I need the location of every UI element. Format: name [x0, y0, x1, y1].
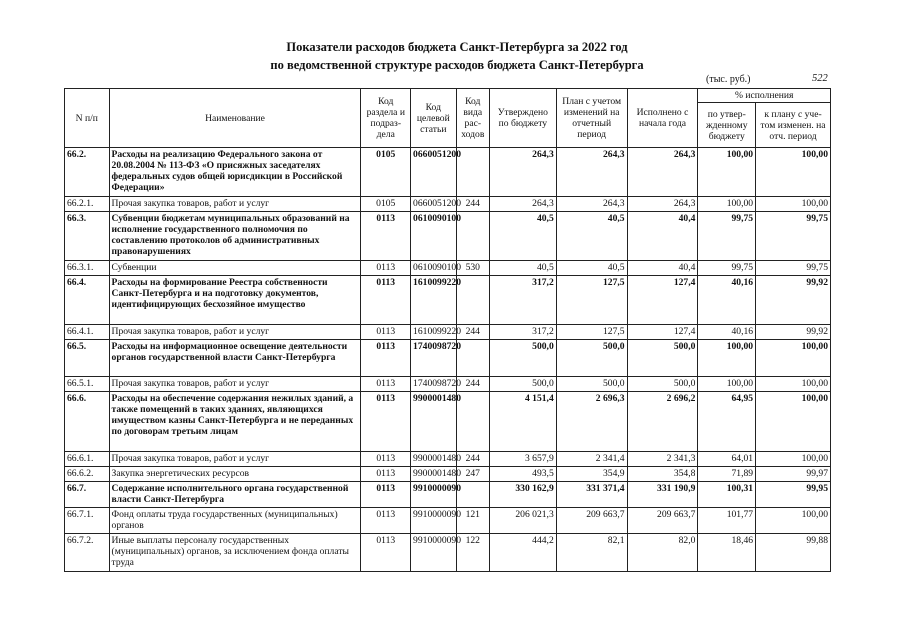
header-num: N п/п [65, 89, 110, 148]
cell-pct-approved: 40,16 [698, 276, 756, 325]
cell-approved: 40,5 [489, 261, 556, 276]
cell-plan: 209 663,7 [556, 508, 627, 534]
cell-pct-approved: 71,89 [698, 467, 756, 482]
cell-section: 0113 [361, 467, 411, 482]
cell-pct-approved: 100,00 [698, 148, 756, 197]
cell-name: Расходы на информационное освещение деятельности органов государственной власти Санкт-Петербурга [109, 340, 361, 377]
cell-plan: 354,9 [556, 467, 627, 482]
cell-target: 0660051200 [411, 148, 457, 197]
cell-section: 0105 [361, 197, 411, 212]
table-row [65, 482, 831, 508]
cell-num: 66.6. [65, 392, 110, 452]
cell-target: 9910000090 [411, 482, 457, 508]
cell-num: 66.2. [65, 148, 110, 197]
cell-pct-approved: 99,75 [698, 261, 756, 276]
cell-pct-plan: 100,00 [756, 452, 831, 467]
cell-executed: 82,0 [627, 534, 698, 572]
cell-num: 66.4. [65, 276, 110, 325]
cell-pct-plan: 99,97 [756, 467, 831, 482]
header-name: Наименование [109, 89, 361, 148]
cell-plan: 40,5 [556, 212, 627, 261]
cell-section: 0113 [361, 325, 411, 340]
cell-executed: 500,0 [627, 377, 698, 392]
cell-name: Иные выплаты персоналу государственных (муниципальных) органов, за исключением фонда оплаты труда [109, 534, 361, 572]
cell-target: 1610099220 [411, 325, 457, 340]
table-row [65, 212, 831, 261]
cell-type [456, 276, 489, 325]
header-section: Код раздела и подраз-дела [361, 89, 411, 148]
cell-plan: 127,5 [556, 276, 627, 325]
table-row [65, 276, 831, 325]
budget-table [64, 88, 831, 572]
cell-approved: 500,0 [489, 340, 556, 377]
cell-num: 66.5.1. [65, 377, 110, 392]
table-body [65, 148, 831, 572]
cell-plan: 2 696,3 [556, 392, 627, 452]
cell-approved: 206 021,3 [489, 508, 556, 534]
table-row [65, 377, 831, 392]
cell-pct-plan: 100,00 [756, 340, 831, 377]
cell-name: Субвенции бюджетам муниципальных образований на исполнение государственного полномочия по составлению протоколов об административных правонарушениях [109, 212, 361, 261]
header-percent-group: % исполнения [698, 89, 831, 103]
report-title-line2: по ведомственной структуре расходов бюджета Санкт-Петербурга [270, 58, 644, 72]
cell-name: Содержание исполнительного органа государственной власти Санкт-Петербурга [109, 482, 361, 508]
cell-approved: 330 162,9 [489, 482, 556, 508]
cell-section: 0113 [361, 276, 411, 325]
cell-pct-approved: 100,00 [698, 197, 756, 212]
cell-target: 9910000090 [411, 534, 457, 572]
cell-target: 9910000090 [411, 508, 457, 534]
report-title-line1: Показатели расходов бюджета Санкт-Петербурга за 2022 год [286, 40, 628, 54]
cell-executed: 354,8 [627, 467, 698, 482]
cell-approved: 3 657,9 [489, 452, 556, 467]
table-row [65, 148, 831, 197]
cell-pct-plan: 99,88 [756, 534, 831, 572]
cell-type [456, 340, 489, 377]
cell-num: 66.2.1. [65, 197, 110, 212]
header-target: Код целевой статьи [411, 89, 457, 148]
table-row [65, 261, 831, 276]
cell-plan: 331 371,4 [556, 482, 627, 508]
cell-num: 66.5. [65, 340, 110, 377]
cell-section: 0113 [361, 534, 411, 572]
cell-executed: 264,3 [627, 197, 698, 212]
cell-pct-approved: 40,16 [698, 325, 756, 340]
header-approved: Утверждено по бюджету [489, 89, 556, 148]
cell-executed: 331 190,9 [627, 482, 698, 508]
cell-type: 121 [456, 508, 489, 534]
cell-pct-approved: 101,77 [698, 508, 756, 534]
cell-name: Субвенции [109, 261, 361, 276]
header-type: Код вида рас-ходов [456, 89, 489, 148]
cell-type: 244 [456, 452, 489, 467]
cell-section: 0113 [361, 340, 411, 377]
table-row [65, 534, 831, 572]
cell-executed: 264,3 [627, 148, 698, 197]
header-plan: План с учетом изменений на отчетный период [556, 89, 627, 148]
cell-type: 122 [456, 534, 489, 572]
table-row [65, 452, 831, 467]
cell-plan: 82,1 [556, 534, 627, 572]
cell-pct-plan: 99,75 [756, 261, 831, 276]
cell-section: 0113 [361, 377, 411, 392]
cell-section: 0113 [361, 392, 411, 452]
cell-pct-approved: 100,00 [698, 377, 756, 392]
cell-target: 1740098720 [411, 377, 457, 392]
cell-pct-approved: 100,00 [698, 340, 756, 377]
cell-type [456, 392, 489, 452]
units-label: (тыс. руб.) [706, 74, 751, 85]
cell-name: Расходы на обеспечение содержания нежилых зданий, а также помещений в таких зданиях, являющихся имуществом казны Санкт-Петербурга и не переданных по договорам третьим лицам [109, 392, 361, 452]
cell-num: 66.4.1. [65, 325, 110, 340]
cell-plan: 500,0 [556, 340, 627, 377]
cell-plan: 2 341,4 [556, 452, 627, 467]
cell-approved: 500,0 [489, 377, 556, 392]
cell-type: 244 [456, 325, 489, 340]
cell-pct-plan: 99,92 [756, 325, 831, 340]
cell-num: 66.3. [65, 212, 110, 261]
table-row [65, 392, 831, 452]
cell-target: 9900001480 [411, 467, 457, 482]
cell-section: 0113 [361, 482, 411, 508]
cell-type [456, 148, 489, 197]
cell-type: 244 [456, 377, 489, 392]
header-pct-approved: по утвер-жденному бюджету [698, 103, 756, 148]
cell-approved: 493,5 [489, 467, 556, 482]
cell-pct-plan: 99,95 [756, 482, 831, 508]
cell-name: Прочая закупка товаров, работ и услуг [109, 377, 361, 392]
cell-pct-plan: 100,00 [756, 392, 831, 452]
cell-approved: 317,2 [489, 276, 556, 325]
cell-num: 66.6.1. [65, 452, 110, 467]
cell-target: 9900001480 [411, 452, 457, 467]
cell-name: Расходы на реализацию Федерального закона от 20.08.2004 № 113-ФЗ «О присяжных заседателях федеральных судов общей юрисдикции в Российской Федерации» [109, 148, 361, 197]
cell-executed: 127,4 [627, 325, 698, 340]
header-executed: Исполнено с начала года [627, 89, 698, 148]
cell-section: 0113 [361, 452, 411, 467]
cell-section: 0105 [361, 148, 411, 197]
cell-executed: 209 663,7 [627, 508, 698, 534]
cell-approved: 264,3 [489, 148, 556, 197]
cell-type [456, 482, 489, 508]
cell-name: Фонд оплаты труда государственных (муниципальных) органов [109, 508, 361, 534]
cell-approved: 264,3 [489, 197, 556, 212]
page-number: 522 [812, 73, 828, 84]
cell-executed: 127,4 [627, 276, 698, 325]
cell-plan: 500,0 [556, 377, 627, 392]
cell-executed: 2 341,3 [627, 452, 698, 467]
header-pct-plan: к плану с уче-том изменен. на отч. период [756, 103, 831, 148]
cell-plan: 40,5 [556, 261, 627, 276]
cell-plan: 264,3 [556, 197, 627, 212]
table-row [65, 197, 831, 212]
cell-approved: 4 151,4 [489, 392, 556, 452]
cell-name: Прочая закупка товаров, работ и услуг [109, 325, 361, 340]
table-row [65, 325, 831, 340]
cell-type [456, 212, 489, 261]
cell-pct-plan: 99,75 [756, 212, 831, 261]
cell-executed: 40,4 [627, 261, 698, 276]
cell-pct-approved: 99,75 [698, 212, 756, 261]
cell-approved: 40,5 [489, 212, 556, 261]
cell-executed: 40,4 [627, 212, 698, 261]
cell-num: 66.7. [65, 482, 110, 508]
cell-target: 0610090100 [411, 261, 457, 276]
cell-target: 1610099220 [411, 276, 457, 325]
cell-pct-plan: 100,00 [756, 508, 831, 534]
cell-pct-approved: 18,46 [698, 534, 756, 572]
cell-num: 66.7.2. [65, 534, 110, 572]
cell-num: 66.7.1. [65, 508, 110, 534]
cell-target: 9900001480 [411, 392, 457, 452]
cell-target: 0610090100 [411, 212, 457, 261]
cell-name: Расходы на формирование Реестра собственности Санкт-Петербурга и на подготовку документов, идентифицирующих бесхозяйное имущество [109, 276, 361, 325]
cell-pct-plan: 100,00 [756, 377, 831, 392]
cell-pct-plan: 100,00 [756, 148, 831, 197]
cell-name: Прочая закупка товаров, работ и услуг [109, 452, 361, 467]
cell-type: 530 [456, 261, 489, 276]
cell-approved: 317,2 [489, 325, 556, 340]
cell-pct-plan: 100,00 [756, 197, 831, 212]
cell-target: 1740098720 [411, 340, 457, 377]
cell-pct-approved: 64,95 [698, 392, 756, 452]
cell-num: 66.3.1. [65, 261, 110, 276]
cell-pct-approved: 100,31 [698, 482, 756, 508]
cell-name: Прочая закупка товаров, работ и услуг [109, 197, 361, 212]
cell-section: 0113 [361, 261, 411, 276]
cell-type: 247 [456, 467, 489, 482]
cell-approved: 444,2 [489, 534, 556, 572]
cell-type: 244 [456, 197, 489, 212]
cell-pct-plan: 99,92 [756, 276, 831, 325]
cell-num: 66.6.2. [65, 467, 110, 482]
cell-executed: 500,0 [627, 340, 698, 377]
table-row [65, 467, 831, 482]
cell-name: Закупка энергетических ресурсов [109, 467, 361, 482]
cell-plan: 264,3 [556, 148, 627, 197]
table-row [65, 508, 831, 534]
cell-target: 0660051200 [411, 197, 457, 212]
cell-plan: 127,5 [556, 325, 627, 340]
cell-pct-approved: 64,01 [698, 452, 756, 467]
cell-executed: 2 696,2 [627, 392, 698, 452]
table-row [65, 340, 831, 377]
cell-section: 0113 [361, 212, 411, 261]
cell-section: 0113 [361, 508, 411, 534]
